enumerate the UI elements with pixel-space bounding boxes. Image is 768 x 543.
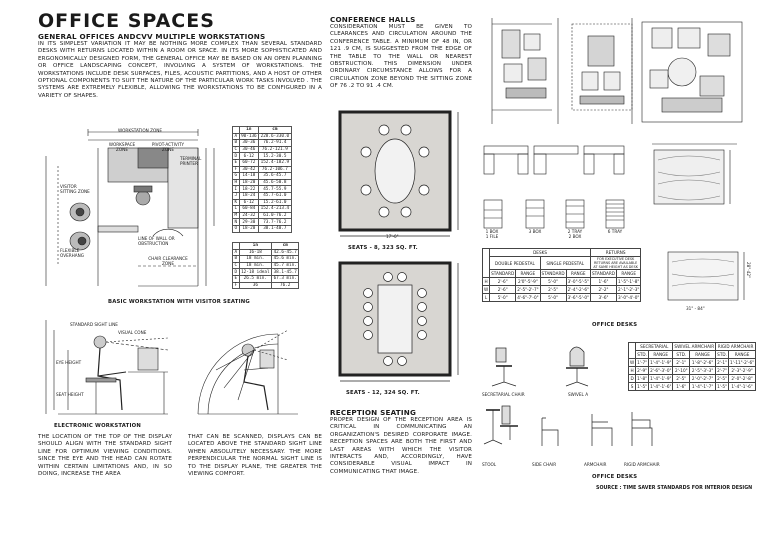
column-header: RANGE — [729, 351, 756, 359]
chair-table-header: SWIVEL ARMCHAIR — [674, 344, 715, 349]
table-cell: 18 min. — [239, 256, 271, 263]
table-cell: B — [234, 140, 238, 146]
table-cell: I — [234, 186, 238, 192]
table-cell: C — [234, 147, 238, 153]
table-cell: 67.3 min. — [273, 276, 297, 282]
reception-plans-figure — [482, 14, 752, 132]
column-header: STD. — [637, 352, 647, 357]
table-row — [629, 383, 756, 391]
electronic-caption: ELECTRONIC WORKSTATION — [54, 423, 141, 429]
table-cell: 42.6-45.7 — [273, 249, 297, 255]
sub-header: DOUBLE PEDESTAL — [490, 257, 540, 270]
table-cell: 3'-0"-4'-0" — [618, 295, 640, 300]
workstation-dims-table — [232, 126, 292, 233]
column-header: RANGE — [649, 351, 673, 359]
table-cell: 228.6-330.0 — [260, 133, 290, 139]
table-cell: 2'0"-5'-9" — [516, 278, 540, 286]
table-cell: 2'-5" — [673, 375, 690, 383]
table-cell: E — [234, 276, 238, 282]
table-cell: 2'-6" — [490, 278, 516, 286]
column-header: RANGE — [566, 270, 590, 278]
table-cell: 45.7-61.0 — [259, 192, 291, 199]
table-row — [483, 278, 641, 286]
column-header: STANDARD — [591, 271, 615, 276]
column-header: RANGE — [690, 351, 716, 359]
dim-table-header: cm — [259, 127, 291, 134]
chair-label-stool: STOOL — [482, 462, 497, 467]
table-row — [233, 282, 299, 289]
table-cell: A — [234, 133, 238, 139]
table-cell: 2'-5" — [540, 286, 566, 294]
table-cell: 2'-1" — [673, 359, 690, 367]
conference-12-caption: SEATS - 12, 324 SQ. FT. — [346, 390, 420, 396]
desk-dims-table — [482, 248, 641, 302]
column-header: STANDARD — [541, 271, 565, 276]
table-cell: O — [234, 226, 238, 232]
chairs-caption: OFFICE DESKS — [592, 474, 638, 480]
dim-table-header — [233, 127, 240, 134]
table-cell: 1'-7" — [637, 360, 648, 365]
table-cell: B — [234, 256, 238, 262]
table-cell: 2'-2" — [590, 286, 616, 294]
column-header: STANDARD — [491, 271, 515, 276]
table-cell: 45.6 min. — [273, 256, 297, 262]
chair-clearance-label: CHAIR CLEARANCE ZONE — [148, 256, 188, 266]
desks-header: DESKS — [490, 249, 591, 257]
table-row — [233, 219, 292, 226]
table-cell: 73.7-76.2 — [259, 219, 291, 226]
table-cell: 18-20 — [239, 179, 259, 186]
table-cell: 5'-0" — [540, 278, 566, 286]
conference-8-dim: 17'-0" — [386, 234, 399, 239]
table-cell: 2'-0"-2'-7" — [690, 375, 716, 383]
table-cell: 1'-4"-1'-6" — [650, 384, 672, 389]
eye-height-label: EYE HEIGHT — [56, 360, 82, 365]
desk-dim-label: 31" - 84" — [686, 306, 705, 311]
table-cell: 2'-9" — [637, 368, 648, 373]
table-cell: 61.0-76.2 — [259, 212, 291, 219]
table-cell: 2'-1" — [717, 360, 728, 365]
table-cell: F — [234, 166, 238, 172]
office-desks-caption: OFFICE DESKS — [592, 322, 638, 328]
returns-header: RETURNS — [590, 249, 640, 257]
table-row — [233, 166, 292, 173]
terminal-label: TERMINAL PRINTER — [180, 156, 202, 166]
table-cell: 18-22 — [239, 186, 259, 193]
table-cell: 5'-0" — [490, 294, 516, 302]
table-cell: 1'-5"-1'-8" — [618, 279, 640, 284]
table-cell: 60-72 — [239, 159, 259, 166]
table-cell: D — [234, 153, 238, 159]
sub-header: FOR EXECUTIVE DESK RETURNS ARE AVAILABLE AT SAME HEIGHT AS DESK — [590, 257, 640, 270]
table-cell: H — [630, 368, 634, 373]
table-row — [233, 249, 299, 256]
chair-label-armchair: ARMCHAIR — [584, 462, 607, 467]
chair-table-header: SECRETARIAL — [636, 343, 673, 351]
drawer-1-label: 1 BOX 1 FILE — [485, 229, 499, 239]
table-row — [233, 192, 292, 199]
table-cell: 2'-5"-3'-3" — [690, 367, 716, 375]
visual-cone-label: VISUAL CONE — [118, 330, 147, 335]
dim-table-header: cm — [272, 243, 299, 250]
table-cell: S — [629, 383, 636, 391]
table-cell: 1'-4"-1'-7" — [690, 383, 716, 391]
table-row — [233, 186, 292, 193]
conference-8-figure — [332, 106, 472, 242]
page-title: OFFICE SPACES — [38, 10, 215, 32]
desk-top-figure — [664, 248, 754, 316]
table-cell: 24-32 — [239, 212, 259, 219]
table-cell: H — [484, 279, 488, 284]
chair-label-rigid: RIGID ARMCHAIR — [624, 462, 660, 467]
table-cell: 16-18 — [239, 249, 271, 256]
column-header: STD. — [673, 351, 690, 359]
table-cell: 1'-6" — [673, 383, 690, 391]
table-cell: N — [234, 219, 238, 225]
visitor-zone-label: VISITOR SITTING ZONE — [60, 184, 90, 194]
chair-label-side: SIDE CHAIR — [532, 462, 557, 467]
table-cell: 76.2 — [272, 282, 299, 289]
conference-heading: CONFERENCE HALLS — [330, 15, 416, 24]
table-row — [233, 179, 292, 186]
chair-table-header: RIGID ARMCHAIR — [716, 343, 756, 351]
general-offices-heading: GENERAL OFFICES ANDCVV MULTIPLE WORKSTATIONS — [38, 32, 266, 41]
table-cell: 1'-4"-1'-9" — [650, 360, 672, 365]
table-cell: 2'-4"-2'-6" — [567, 287, 589, 292]
table-cell: 30-42 — [239, 166, 259, 173]
drawer-2-label: 3 BOX — [528, 229, 542, 234]
table-row — [233, 275, 299, 282]
table-row — [233, 269, 299, 276]
table-row — [233, 140, 292, 147]
column-header: RANGE — [516, 270, 540, 278]
table-row — [233, 199, 292, 206]
table-row — [629, 359, 756, 367]
chair-dims-table — [628, 342, 756, 391]
electronic-text-col1: THE LOCATION OF THE TOP OF THE DISPLAY SHOULD ALIGN WITH THE STANDARD SIGHT LINE FOR OPTIMUM VIEWING CONDITIONS. SINCE THE EYE AND THE HEAD CAN ROTATE WITHIN CERTAIN LIMITATIONS AND, IN SO DOING, INCREASE THE AREA — [38, 434, 172, 478]
table-row — [629, 375, 756, 383]
table-cell: 2'-1"-2'-3" — [618, 287, 640, 292]
general-offices-text: IN ITS SIMPLEST VARIATION IT MAY BE NOTHING MORE COMPLEX THAN SEVERAL STANDARD DESKS WITH RETURNS LOCATED WITHIN A ROOM OR SPACE. IN ITS MORE SOPHISTICATED AND ERGONOMICALLY DESIGNED FORM, THE GENERAL OFFICE MAY BE BASED ON AN OPEN PLANNING OR OFFICE LANDSCAPING CONCEPT, INVOLVING A SYSTEM OF WORKSTATIONS. THE WORKSTATIONS INCLUDE DESK SURFACES, FILES, ACOUSTIC PARTITIONS, AND A HOST OF OTHER OPTIONAL COMPONENTS TO SUIT THE NATURE OF THE PARTICULAR WORK TASKS INVOLVED . THE SYSTEMS ARE EXTREMELY FLEXIBLE, ALLOWING THE WORKSTATIONS TO BE CONFIGURED IN A VARIETY OF SHAPES. — [38, 41, 322, 99]
table-cell: 15.2-61.0 — [259, 199, 291, 206]
conference-12-figure — [332, 255, 472, 385]
table-cell: 2'-5" — [717, 376, 728, 381]
table-cell: 1'-5" — [717, 384, 728, 389]
table-cell: 45.7-55.9 — [259, 186, 291, 193]
table-cell: J — [234, 193, 238, 199]
table-cell: 1'-11"-2'-6" — [730, 360, 755, 365]
table-cell: 2'-5"-2'-7" — [517, 287, 539, 292]
table-cell: D — [234, 269, 238, 275]
table-cell: 90-136 — [241, 133, 257, 139]
table-cell: 30-46 — [239, 146, 259, 153]
table-cell: 15.2-30.5 — [259, 153, 291, 160]
conference-text: CONSIDERATION MUST BE GIVEN TO CLEARANCES AND CIRCULATION AROUND THE CONFERENCE TABLE. A MINIMUM OF 48 IN, OR 121 .9 CM, IS SUGGESTED FROM THE EDGE OF THE TABLE TO THE WALL OR NEAREST OBSTRUCTION. THIS DIMENSION UNDER ORDINARY CIRCUMSTANCE ALLOWS FOR A CIRCULATION ZONE BEYOND THE SITTING ZONE OF 76 .2 TO 91 .4 CM. — [330, 24, 472, 90]
seat-height-label: SEAT HEIGHT — [56, 392, 84, 397]
electronic-text-col2: THAT CAN BE SCANNED, DISPLAYS CAN BE LOCATED ABOVE THE STANDARD SIGHT LINE WHEN ABSOLUTELY NECESSARY. THE MORE PERPENDICULAR THE NORMAL SIGHT LINE IS TO THE DISPLAY PLANE, THE GREATER THE VIEWING COMFORT. — [188, 434, 322, 478]
table-row — [233, 225, 292, 232]
desk-elevations-figure — [482, 138, 752, 248]
table-cell: 76.2-106.7 — [259, 166, 291, 173]
overhang-label: FLEXIBLE OVERHANG — [60, 248, 85, 258]
conference-8-caption: SEATS - 8, 323 SQ. FT. — [348, 245, 418, 251]
table-row — [629, 367, 756, 375]
chair-label-secretarial: SECRETARIAL CHAIR — [482, 392, 525, 397]
table-cell: W — [630, 360, 635, 365]
table-cell: G — [234, 173, 238, 179]
table-cell: 60-84 — [239, 206, 259, 213]
table-cell: 2'-6"-3'-0" — [650, 368, 672, 373]
table-row — [233, 159, 292, 166]
table-cell: M — [234, 213, 238, 219]
table-cell: 12-18 ideal — [241, 269, 270, 275]
table-cell: 18-24 — [239, 192, 259, 199]
table-cell — [629, 343, 636, 359]
table-cell: 2'-6" — [490, 286, 516, 294]
table-cell: 29-30 — [239, 219, 259, 226]
table-row — [233, 133, 292, 140]
table-cell: F — [234, 282, 238, 288]
table-cell: 6-12 — [239, 153, 259, 160]
table-cell: 45.7 min. — [273, 263, 297, 269]
source-note: SOURCE : TIME SAVER STANDARDS FOR INTERIOR DESIGN — [596, 486, 753, 491]
table-cell: A — [234, 249, 238, 255]
table-row — [233, 206, 292, 213]
dim-table-header: in — [239, 127, 259, 134]
table-cell: 3'-0"-5'-5" — [567, 279, 589, 284]
table-cell: 1'-5" — [637, 384, 648, 389]
table-cell: 1'-4"-1'-9" — [650, 376, 672, 381]
table-cell: C — [234, 263, 238, 269]
table-cell: 14-18 — [239, 173, 259, 180]
table-cell: 35.6-45.7 — [259, 173, 291, 180]
table-cell: 36 — [239, 282, 271, 289]
table-row — [233, 146, 292, 153]
reception-text: PROPER DESIGN OF THE RECEPTION AREA IS CRITICAL IN COMMUNICATING AN ORGANIZATION'S DESIRED CORPORATE IMAGE. RECEPTION SPACES ARE BOTH THE FIRST AND LAST AREAS WITH WHICH THE VISITOR INTERACTS AND, ACCORDINGLY, HAVE CONSIDERABLE VISUAL IMPACT IN COMMUNICATING THAT IMAGE. — [330, 417, 472, 475]
table-cell: 3'-6" — [590, 294, 616, 302]
table-row — [483, 294, 641, 302]
table-cell: 38.1-40.7 — [259, 225, 291, 232]
table-cell: 152.4-182.9 — [260, 160, 290, 166]
drawer-3-label: 2 TRAY 2 BOX — [567, 229, 583, 239]
table-row — [483, 286, 641, 294]
sub-header: SINGLE PEDESTAL — [540, 257, 590, 270]
table-cell: 18 min. — [239, 262, 271, 269]
table-cell: 2'-0"-2'-8" — [729, 375, 756, 383]
dim-table-header: in — [239, 243, 271, 250]
table-cell: 1'-4"-1'-6" — [729, 383, 756, 391]
table-cell: 6-12 — [239, 199, 259, 206]
table-cell: H — [234, 180, 238, 186]
table-row — [233, 173, 292, 180]
table-cell: 76.2-91.4 — [259, 140, 291, 147]
table-cell: 2'-7" — [717, 368, 728, 373]
table-cell — [483, 249, 490, 278]
table-cell: 1'-6" — [590, 278, 616, 286]
workstation-caption: BASIC WORKSTATION WITH VISITOR SEATING — [108, 299, 250, 305]
table-row — [233, 153, 292, 160]
table-cell: K — [234, 199, 238, 205]
column-header: RANGE — [617, 270, 641, 278]
pivot-zone-label: PIVOT-ACTIVITY ZONE — [151, 142, 185, 152]
table-cell: 1'-8"-2'-6" — [690, 359, 716, 367]
table-cell: 2'-10" — [673, 367, 690, 375]
table-cell: 38.1-45.7 — [273, 269, 297, 275]
table-cell: W — [484, 287, 489, 292]
table-cell: 2'-3"-2'-9" — [729, 367, 756, 375]
table-cell: 5'-0" — [540, 294, 566, 302]
chair-label-swivel: SWIVEL A — [568, 392, 589, 397]
table-cell: 18-20 — [239, 225, 259, 232]
table-row — [233, 256, 299, 263]
workstation-dims-table-2 — [232, 242, 299, 289]
table-cell: 4'-6"-7'-0" — [517, 295, 539, 300]
table-cell: 30-36 — [239, 140, 259, 147]
workstation-zone-label: WORKSTATION ZONE — [118, 128, 163, 133]
table-cell: 45.6-50.8 — [259, 179, 291, 186]
electronic-workstation-figure — [38, 310, 322, 422]
table-cell: D — [630, 376, 634, 381]
sight-line-label: STANDARD SIGHT LINE — [70, 322, 118, 327]
table-cell: L — [234, 206, 238, 212]
table-row — [233, 212, 292, 219]
table-cell: L — [483, 294, 490, 302]
table-cell: E — [234, 160, 238, 166]
table-cell: 3'-6"-5'-0" — [567, 295, 589, 300]
table-cell: 76.2-121.9 — [259, 146, 291, 153]
wall-line-label: LINE OF WALL OR OBSTRUCTION — [138, 236, 175, 246]
table-cell: 1'-8" — [637, 376, 648, 381]
workspace-zone-label: WORKSPACE ZONE — [108, 142, 136, 152]
table-cell: 26.5 min. — [239, 275, 271, 282]
desk-dim-vertical: 28"-42" — [746, 262, 751, 279]
table-cell: 152.4-213.4 — [260, 206, 290, 212]
reception-heading: RECEPTION SEATING — [330, 408, 417, 417]
column-header: STD. — [717, 352, 727, 357]
dim-table-header — [233, 243, 240, 250]
table-row — [233, 262, 299, 269]
drawer-4-label: 6 TRAY — [607, 229, 623, 234]
workstation-plan-figure — [38, 126, 228, 294]
